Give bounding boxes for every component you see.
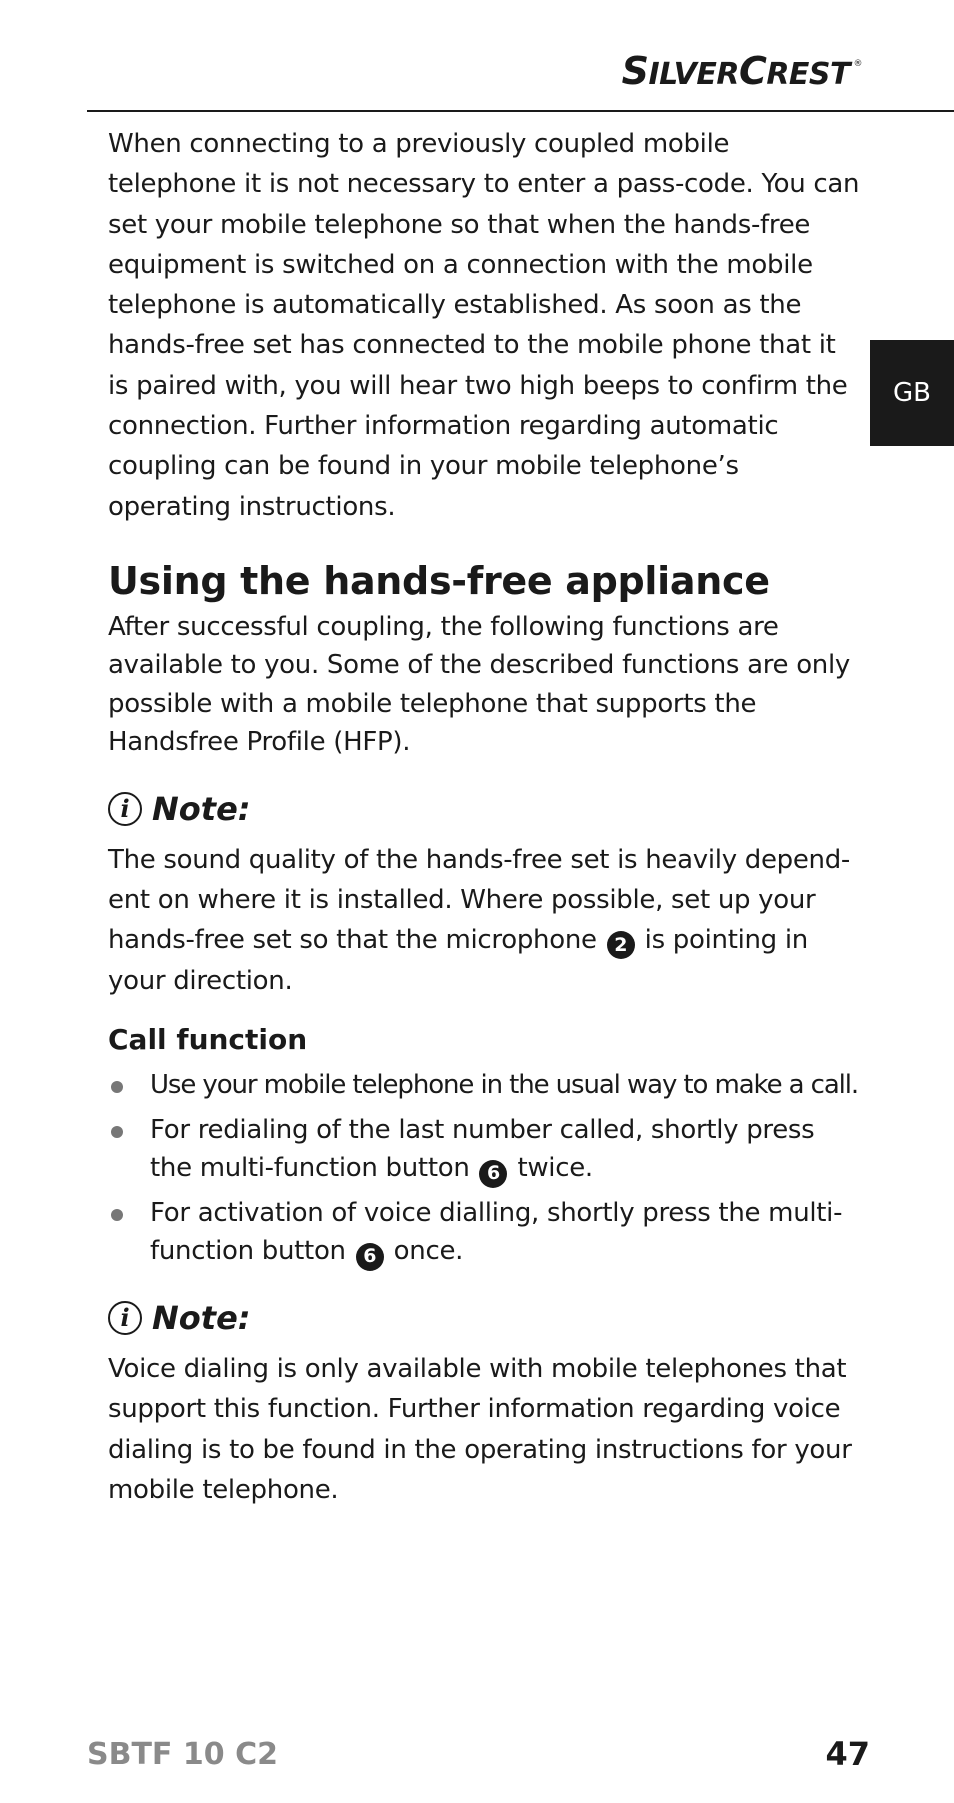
list-item: For activation of voice dialling, shortly press the multi-function button 6 once. bbox=[108, 1194, 860, 1271]
note-label: Note: bbox=[152, 1298, 251, 1337]
callout-number: 6 bbox=[356, 1243, 384, 1271]
section-paragraph: After successful coupling, the following functions are available to you. Some of the described functions are only possible with a mobile telephone that supports the Handsfree Profile (HFP). bbox=[108, 611, 850, 758]
footer-model: SBTF 10 C2 bbox=[87, 1737, 278, 1772]
call-function-list bbox=[108, 1066, 860, 1271]
note-label: Note: bbox=[152, 789, 251, 828]
note-heading-1 bbox=[108, 786, 860, 832]
call-function-title: Call function bbox=[108, 1022, 308, 1056]
language-tab-label: GB bbox=[893, 378, 931, 408]
callout-number: 6 bbox=[479, 1160, 507, 1188]
info-icon: i bbox=[108, 1301, 142, 1335]
list-item: Use your mobile telephone in the usual way to make a call. bbox=[108, 1066, 860, 1105]
header-divider bbox=[87, 110, 954, 112]
callout-number: 2 bbox=[607, 931, 635, 959]
info-icon: i bbox=[108, 792, 142, 826]
note-heading-2 bbox=[108, 1295, 860, 1341]
section-title: Using the hands-free appliance bbox=[108, 558, 770, 603]
list-item: For redialing of the last number called, shortly press the multi-function button 6 twice. bbox=[108, 1111, 860, 1188]
brand-logo: SILVERCREST ® bbox=[621, 49, 862, 93]
page-number: 47 bbox=[825, 1735, 870, 1773]
note-paragraph-2: Voice dialing is only available with mobile telephones that support this function. Further information regarding voice dialing is to be found in the operating instructions for your mobile telephone. bbox=[108, 1353, 852, 1505]
main-content bbox=[108, 124, 860, 1510]
language-tab bbox=[870, 340, 954, 446]
intro-paragraph: When connecting to a previously coupled mobile telephone it is not necessary to enter a pass-code. You can set your mobile telephone so that when the hands-free equipment is switched on a connection with the mobile telephone is automatically established. As soon as the hands-free set has connected to the mobile phone that it is paired with, you will hear two high beeps to confirm the connection. Further information regarding automatic coupling can be found in your mobile telephone’s operating instructions. bbox=[108, 129, 860, 522]
note-paragraph-1: The sound quality of the hands-free set is heavily depend-ent on where it is installed. Where possible, set up your hands-free set so that the microphone 2 is pointing in your direction. bbox=[108, 844, 851, 996]
